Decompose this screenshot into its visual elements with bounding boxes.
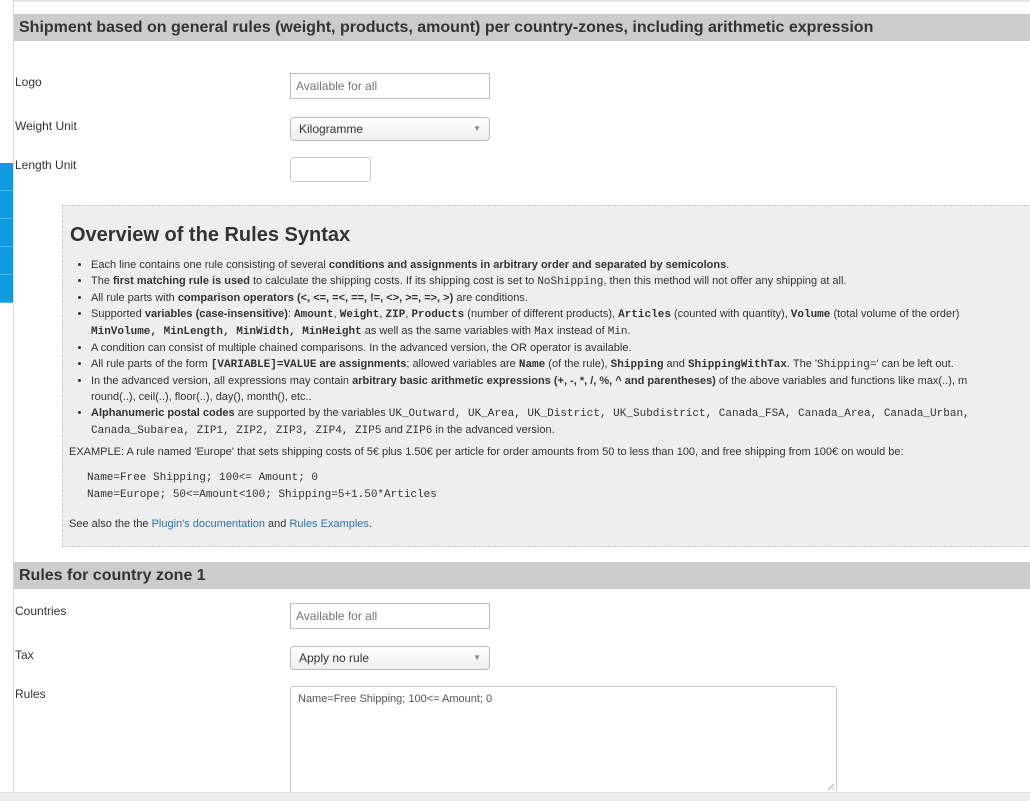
overview-item: • All rule parts with comparison operators (<, <=, =<, ==, !=, <>, >=, =>, >) are conditions. — [91, 290, 1030, 306]
countries-label: Countries — [15, 604, 67, 618]
tax-label: Tax — [15, 648, 34, 662]
plugin-documentation-link[interactable]: Plugin's documentation — [151, 518, 265, 530]
rules-textarea[interactable] — [290, 686, 837, 793]
logo-input[interactable] — [290, 73, 490, 99]
weight-unit-label: Weight Unit — [15, 119, 77, 133]
see-also: See also the the Plugin's documentation and Rules Examples. — [69, 518, 372, 530]
section-header-general: Shipment based on general rules (weight, products, amount) per country-zones, including arithmetic expression — [14, 14, 1030, 41]
weight-unit-select[interactable] — [290, 117, 490, 141]
sidebar-tab-5[interactable] — [0, 275, 13, 303]
tax-value: Apply no rule — [299, 651, 370, 665]
sidebar-tab-3[interactable] — [0, 219, 13, 247]
sidebar-tab-1[interactable] — [0, 163, 13, 191]
rules-syntax-overview — [62, 205, 1030, 547]
overview-item: • Each line contains one rule consisting of several conditions and assignments in arbitrary order and separated by semicolons. — [91, 257, 1030, 273]
sidebar-tab-2[interactable] — [0, 191, 13, 219]
admin-sidebar — [0, 0, 14, 800]
overview-list — [63, 257, 1030, 439]
overview-item: • Supported variables (case-insensitive): Amount, Weight, ZIP, Products (number of different products), Articles (counted with quantity), Volume (total volume of the order) MinVolume, MinLength, MinWidth, MinHeight as well as the same variables with Max instead of Min. — [91, 306, 1030, 340]
code-line: Name=Europe; 50<=Amount<100; Shipping=5+1.50*Articles — [87, 489, 437, 501]
length-unit-label: Length Unit — [15, 158, 77, 172]
weight-unit-value: Kilogramme — [299, 122, 364, 136]
overview-title: Overview of the Rules Syntax — [70, 224, 351, 246]
resize-grip-icon[interactable] — [828, 784, 834, 790]
section-header-zone1: Rules for country zone 1 — [14, 562, 1030, 589]
code-line: Name=Free Shipping; 100<= Amount; 0 — [87, 472, 319, 484]
example-code — [87, 470, 437, 504]
overview-item: • A condition can consist of multiple chained comparisons. In the advanced version, the OR operator is available. — [91, 340, 1030, 356]
logo-label: Logo — [15, 75, 42, 89]
overview-item: • The first matching rule is used to calculate the shipping costs. If its shipping cost is set to NoShipping, then this method will not offer any shipping at all. — [91, 273, 1030, 290]
length-unit-input[interactable] — [290, 157, 371, 182]
rules-examples-link[interactable]: Rules Examples — [289, 518, 369, 530]
tax-select[interactable] — [290, 646, 490, 670]
overview-item: • In the advanced version, all expressions may contain arbitrary basic arithmetic expressions (+, -, *, /, %, ^ and parentheses) of the above variables and functions like max(..), m round(..), ceil(..), floor(..), day(), month(), etc.. — [91, 373, 1030, 405]
sidebar-tab-4[interactable] — [0, 247, 13, 275]
overview-item: • Alphanumeric postal codes are supported by the variables UK_Outward, UK_Area, UK_District, UK_Subdistrict, Canada_FSA, Canada_Area, Canada_Urban, Canada_Subarea, ZIP1, ZIP2, ZIP3, ZIP4, ZIP5 and ZIP6 in the advanced version. — [91, 405, 1030, 439]
example-text: EXAMPLE: A rule named 'Europe' that sets shipping costs of 5€ plus 1.50€ per article for order amounts from 50 to less than 100, and free shipping from 100€ on would be: — [69, 446, 904, 458]
rules-text: Name=Free Shipping; 100<= Amount; 0 — [298, 693, 493, 705]
chevron-down-icon: ▼ — [473, 653, 481, 662]
chevron-down-icon: ▼ — [473, 124, 481, 133]
overview-item: • All rule parts of the form [VARIABLE]=VALUE are assignments; allowed variables are Name (of the rule), Shipping and ShippingWithTax. The 'Shipping=' can be left out. — [91, 356, 1030, 373]
rules-label: Rules — [15, 687, 46, 701]
top-border — [0, 0, 1030, 2]
countries-input[interactable] — [290, 603, 490, 629]
